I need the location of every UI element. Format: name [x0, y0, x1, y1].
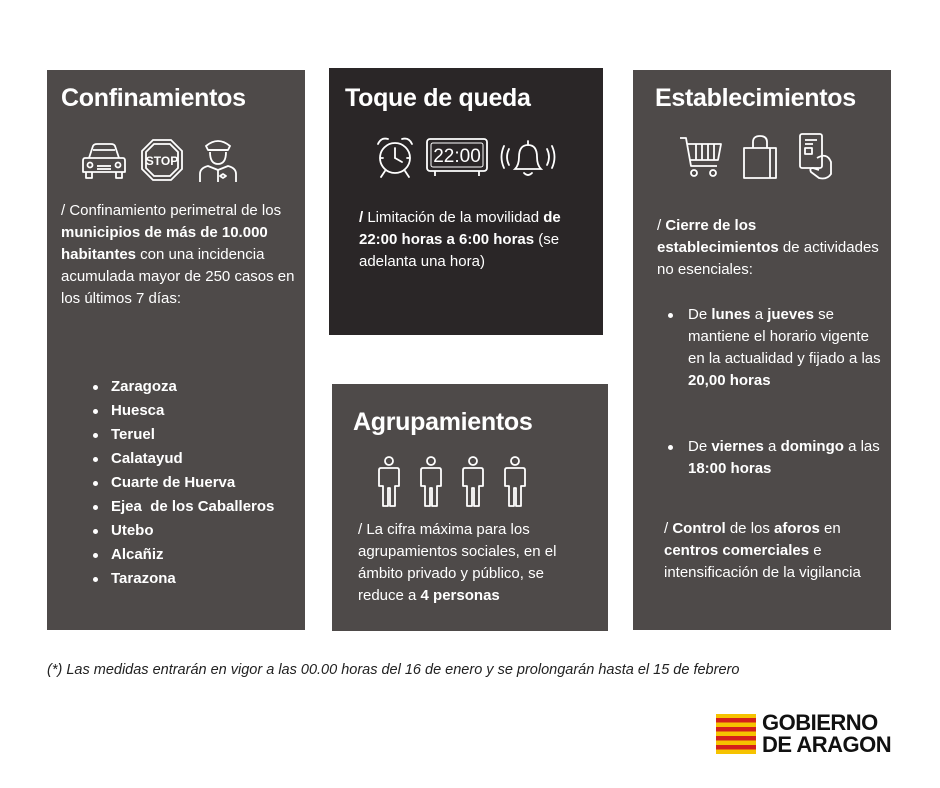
agrupamientos-text-bold: 4 personas: [420, 587, 500, 604]
list-item: Utebo: [91, 519, 274, 543]
establecimientos-panel: [633, 70, 891, 630]
c-centros: centros comerciales: [664, 542, 810, 559]
list-item: Ejea de los Caballeros: [91, 495, 274, 519]
gobierno-aragon-logo: [716, 712, 891, 756]
footnote: (*) Las medidas entrarán en vigor a las 00.00 horas del 16 de enero y se prolongarán hasta el 15 de febrero: [47, 662, 740, 678]
list-item: Huesca: [91, 399, 274, 423]
c-mid: de los: [725, 520, 775, 537]
list-item: Cuarte de Huerva: [91, 471, 274, 495]
b1-jueves: jueves: [767, 306, 814, 323]
bell-icon: [499, 135, 557, 179]
confinamientos-text-2: con una incidencia acumulada mayor de 250 casos en los últimos 7 días:: [61, 246, 295, 307]
alarm-clock-icon: [375, 134, 415, 180]
stop-sign-icon: [140, 138, 184, 182]
confinamientos-text-bold: municipios de más de 10.000 habitantes: [61, 224, 268, 263]
confinamientos-icons: [80, 136, 240, 184]
person-icon: [462, 456, 484, 508]
b2-viernes: viernes: [711, 438, 764, 455]
intro-rest: de actividades no esenciales:: [657, 239, 879, 278]
list-item: Teruel: [91, 423, 274, 447]
toque-panel: [329, 68, 603, 335]
toque-icons: [375, 134, 557, 180]
confinamientos-title: Confinamientos: [61, 84, 246, 112]
cities-list: [91, 375, 274, 591]
list-item: Tarazona: [91, 567, 274, 591]
b2-pre: De: [688, 438, 712, 455]
agrupamientos-text: [358, 519, 590, 607]
c-aforos: aforos: [774, 520, 820, 537]
person-icon: [420, 456, 442, 508]
agrupamientos-icons: [378, 456, 526, 508]
b1-lunes: lunes: [711, 306, 751, 323]
establecimientos-title: Establecimientos: [655, 84, 856, 112]
b2-domingo: domingo: [780, 438, 844, 455]
establecimientos-icons: [679, 132, 835, 182]
police-officer-icon: [196, 136, 240, 184]
shopping-bag-icon: [741, 134, 779, 180]
toque-slash: /: [359, 209, 364, 226]
toque-text-bold: de 22:00 horas a 6:00 horas: [359, 209, 561, 248]
person-icon: [504, 456, 526, 508]
list-item: Zaragoza: [91, 375, 274, 399]
bullet-lunes-jueves: [664, 304, 884, 392]
confinamientos-text: [61, 200, 301, 310]
b1-rest: se mantiene el horario vigente en la actualidad y fijado a las: [688, 306, 881, 367]
toque-title: Toque de queda: [345, 84, 531, 112]
c-control: Control: [672, 520, 726, 537]
clock-display: 22:00: [433, 146, 481, 167]
toque-text-1: Limitación de la movilidad: [363, 209, 544, 226]
person-icon: [378, 456, 400, 508]
intro-bold: Cierre de los establecimientos: [657, 217, 779, 256]
toque-text: [359, 207, 591, 273]
digital-clock-icon: [425, 136, 489, 178]
b1-pre: De: [688, 306, 712, 323]
confinamientos-panel: [47, 70, 305, 630]
c-slash: /: [664, 520, 673, 537]
credit-card-icon: [797, 132, 835, 182]
bullet-viernes-domingo: [664, 436, 884, 480]
agrupamientos-text-1: / La cifra máxima para los agrupamientos sociales, en el ámbito privado y público, se reduce a: [358, 521, 557, 604]
logo-line-1: GOBIERNO: [762, 710, 878, 735]
establecimientos-intro: [657, 215, 882, 281]
b2-mid: a: [763, 438, 781, 455]
aragon-flag-icon: [716, 714, 756, 754]
shopping-cart-icon: [679, 134, 723, 180]
car-icon: [80, 138, 128, 182]
logo-line-2: DE ARAGON: [762, 732, 892, 757]
b2-mid2: a las: [843, 438, 880, 455]
svg-text:STOP: STOP: [145, 154, 179, 168]
b2-hora: 18:00 horas: [688, 460, 772, 477]
b1-hora: 20,00 horas: [688, 372, 771, 389]
b1-mid: a: [750, 306, 768, 323]
agrupamientos-title: Agrupamientos: [353, 408, 533, 436]
agrupamientos-panel: [332, 384, 608, 631]
confinamientos-text-1: / Confinamiento perimetral de los: [61, 202, 282, 219]
logo-text: [762, 712, 891, 756]
list-item: Alcañiz: [91, 543, 274, 567]
list-item: Calatayud: [91, 447, 274, 471]
toque-text-2: (se adelanta una hora): [359, 231, 560, 270]
intro-slash: /: [657, 217, 666, 234]
c-rest: e intensificación de la vigilancia: [664, 542, 861, 581]
c-mid2: en: [819, 520, 841, 537]
establecimientos-control: [664, 518, 884, 584]
